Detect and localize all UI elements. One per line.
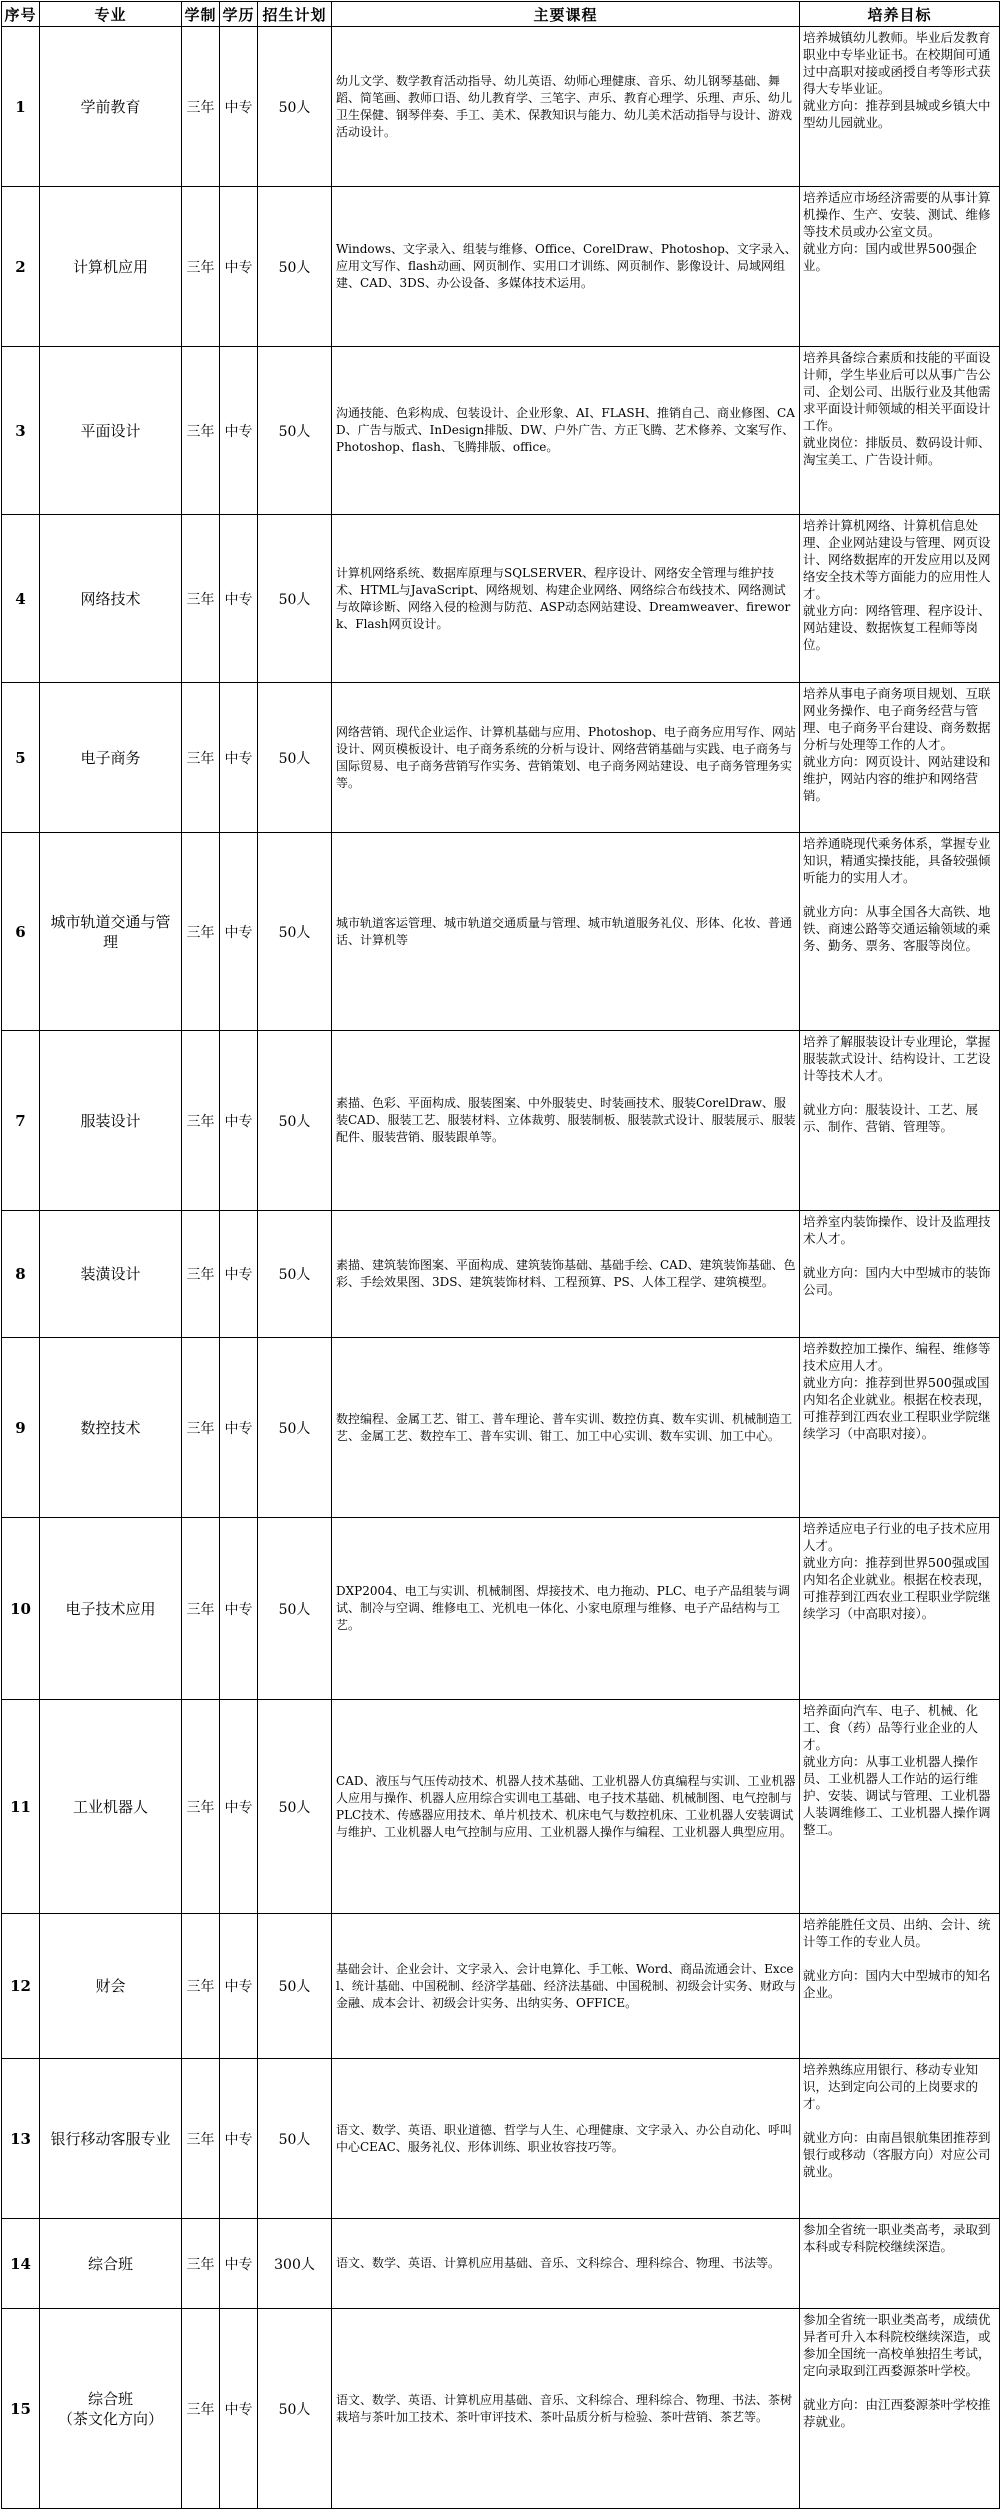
table-row [2, 187, 1000, 347]
education-level: 中专 [220, 27, 258, 187]
duration: 三年 [182, 1211, 220, 1338]
major-name-sub: （茶文化方向） [57, 2409, 163, 2428]
enrollment-plan: 50人 [258, 2059, 332, 2219]
duration: 三年 [182, 515, 220, 683]
enrollment-plan: 50人 [258, 1211, 332, 1338]
training-goal: 培养从事电子商务项目规划、互联网业务操作、电子商务经营与管理、电子商务平台建设、商务数据分析与处理等工作的人才。 就业方向：网页设计、网站建设和维护，网站内容的维护和网络营销。 [800, 683, 1000, 833]
duration: 三年 [182, 1914, 220, 2059]
enrollment-plan: 50人 [258, 1700, 332, 1914]
duration: 三年 [182, 27, 220, 187]
education-level: 中专 [220, 833, 258, 1031]
main-courses: DXP2004、电工与实训、机械制图、焊接技术、电力拖动、PLC、电子产品组装与调试、制冷与空调、维修电工、光机电一体化、小家电原理与维修、电子产品结构与工艺。 [332, 1518, 800, 1700]
training-goal: 培养通晓现代乘务体系，掌握专业知识，精通实操技能，具备较强倾听能力的实用人才。 就业方向：从事全国各大高铁、地铁、商速公路等交通运输领域的乘务、勤务、票务、客服等岗位。 [800, 833, 1000, 1031]
row-number: 11 [2, 1700, 40, 1914]
row-number: 14 [2, 2219, 40, 2309]
header-no: 序号 [2, 2, 40, 27]
major-name: 数控技术 [40, 1338, 182, 1518]
table-row [2, 1338, 1000, 1518]
training-goal: 培养了解服装设计专业理论，掌握服装款式设计、结构设计、工艺设计等技术人才。 就业方向：服装设计、工艺、展示、制作、营销、管理等。 [800, 1031, 1000, 1211]
major-name: 装潢设计 [40, 1211, 182, 1338]
education-level: 中专 [220, 2219, 258, 2309]
row-number: 10 [2, 1518, 40, 1700]
duration: 三年 [182, 833, 220, 1031]
enrollment-plan: 50人 [258, 1338, 332, 1518]
training-goal: 参加全省统一职业类高考，成绩优异者可升入本科院校继续深造，或参加全国统一高校单独招生考试，定向录取到江西婺源茶叶学校。 就业方向：由江西婺源茶叶学校推荐就业。 [800, 2309, 1000, 2509]
table-row [2, 1211, 1000, 1338]
header-goal: 培养目标 [800, 2, 1000, 27]
row-number: 6 [2, 833, 40, 1031]
education-level: 中专 [220, 2309, 258, 2509]
education-level: 中专 [220, 1031, 258, 1211]
main-courses: 语文、数学、英语、计算机应用基础、音乐、文科综合、理科综合、物理、书法、茶树栽培与茶叶加工技术、茶叶审评技术、茶叶品质分析与检验、茶叶营销、茶艺等。 [332, 2309, 800, 2509]
enrollment-plan: 50人 [258, 27, 332, 187]
table-row [2, 2219, 1000, 2309]
main-courses: CAD、液压与气压传动技术、机器人技术基础、工业机器人仿真编程与实训、工业机器人应用与操作、机器人应用综合实训电工基础、电子技术基础、机械制图、电气控制与PLC技术、传感器应用技术、单片机技术、机床电气与数控机床、工业机器人安装调试与维护、工业机器人电气控制与应用、工业机器人操作与编程、工业机器人典型应用。 [332, 1700, 800, 1914]
table-row [2, 1518, 1000, 1700]
table-row [2, 347, 1000, 515]
header-major: 专业 [40, 2, 182, 27]
enrollment-plan: 50人 [258, 515, 332, 683]
major-name-main: 综合班 [87, 2389, 133, 2408]
duration: 三年 [182, 187, 220, 347]
header-education: 学历 [220, 2, 258, 27]
training-goal: 培养能胜任文员、出纳、会计、统计等工作的专业人员。 就业方向：国内大中型城市的知名企业。 [800, 1914, 1000, 2059]
row-number: 9 [2, 1338, 40, 1518]
major-name: 网络技术 [40, 515, 182, 683]
major-name: 电子技术应用 [40, 1518, 182, 1700]
major-name: 城市轨道交通与管理 [40, 833, 182, 1031]
header-plan: 招生计划 [258, 2, 332, 27]
main-courses: 语文、数学、英语、职业道德、哲学与人生、心理健康、文字录入、办公自动化、呼叫中心CEAC、服务礼仪、形体训练、职业妆容技巧等。 [332, 2059, 800, 2219]
duration: 三年 [182, 2059, 220, 2219]
major-name: 电子商务 [40, 683, 182, 833]
main-courses: 网络营销、现代企业运作、计算机基础与应用、Photoshop、电子商务应用写作、网站设计、网页模板设计、电子商务系统的分析与设计、网络营销基础与实践、电子商务与国际贸易、电子商务营销写作实务、营销策划、电子商务网站建设、电子商务管理务实等。 [332, 683, 800, 833]
training-goal: 培养适应市场经济需要的从事计算机操作、生产、安装、测试、维修等技术员或办公室文员。 就业方向：国内或世界500强企业。 [800, 187, 1000, 347]
table-row [2, 515, 1000, 683]
row-number: 8 [2, 1211, 40, 1338]
header-row [2, 2, 1000, 27]
enrollment-plan: 50人 [258, 1914, 332, 2059]
major-name: 计算机应用 [40, 187, 182, 347]
training-goal: 培养具备综合素质和技能的平面设计师，学生毕业后可以从事广告公司、企划公司、出版行业及其他需求平面设计师领域的相关平面设计工作。 就业岗位：排版员、数码设计师、淘宝美工、广告设计师。 [800, 347, 1000, 515]
main-courses: 语文、数学、英语、计算机应用基础、音乐、文科综合、理科综合、物理、书法等。 [332, 2219, 800, 2309]
row-number: 5 [2, 683, 40, 833]
major-name: 综合班 [40, 2219, 182, 2309]
enrollment-plan: 300人 [258, 2219, 332, 2309]
duration: 三年 [182, 2309, 220, 2509]
row-number: 2 [2, 187, 40, 347]
education-level: 中专 [220, 1518, 258, 1700]
education-level: 中专 [220, 1914, 258, 2059]
education-level: 中专 [220, 1700, 258, 1914]
training-goal: 培养计算机网络、计算机信息处理、企业网站建设与管理、网页设计、网络数据库的开发应用以及网络安全技术等方面能力的应用性人才。 就业方向：网络管理、程序设计、网站建设、数据恢复工程师等岗位。 [800, 515, 1000, 683]
main-courses: Windows、文字录入、组装与维修、Office、CorelDraw、Photoshop、文字录入、应用文写作、flash动画、网页制作、实用口才训练、网页制作、影像设计、局域网组建、CAD、3DS、办公设备、多媒体技术运用。 [332, 187, 800, 347]
education-level: 中专 [220, 515, 258, 683]
main-courses: 数控编程、金属工艺、钳工、普车理论、普车实训、数控仿真、数车实训、机械制造工艺、金属工艺、数控车工、普车实训、钳工、加工中心实训、数车实训、加工中心。 [332, 1338, 800, 1518]
enrollment-plan: 50人 [258, 1031, 332, 1211]
education-level: 中专 [220, 1338, 258, 1518]
training-goal: 培养熟练应用银行、移动专业知识，达到定向公司的上岗要求的才。 就业方向：由南昌银航集团推荐到银行或移动（客服方向）对应公司就业。 [800, 2059, 1000, 2219]
duration: 三年 [182, 1031, 220, 1211]
major-name: 工业机器人 [40, 1700, 182, 1914]
major-name: 学前教育 [40, 27, 182, 187]
table-row [2, 2059, 1000, 2219]
table-row [2, 833, 1000, 1031]
training-goal: 培养适应电子行业的电子技术应用人才。 就业方向：推荐到世界500强或国内知名企业就业。根据在校表现，可推荐到江西农业工程职业学院继续学习（中高职对接）。 [800, 1518, 1000, 1700]
education-level: 中专 [220, 2059, 258, 2219]
major-name: 财会 [40, 1914, 182, 2059]
main-courses: 城市轨道客运管理、城市轨道交通质量与管理、城市轨道服务礼仪、形体、化妆、普通话、计算机等 [332, 833, 800, 1031]
training-goal: 参加全省统一职业类高考，录取到本科或专科院校继续深造。 [800, 2219, 1000, 2309]
duration: 三年 [182, 1518, 220, 1700]
enrollment-plan: 50人 [258, 2309, 332, 2509]
training-goal: 培养城镇幼儿教师。毕业后发教育职业中专毕业证书。在校期间可通过中高职对接或函授自考等形式获得大专毕业证。 就业方向：推荐到县城或乡镇大中型幼儿园就业。 [800, 27, 1000, 187]
training-goal: 培养数控加工操作、编程、维修等技术应用人才。 就业方向：推荐到世界500强或国内知名企业就业。根据在校表现，可推荐到江西农业工程职业学院继续学习（中高职对接）。 [800, 1338, 1000, 1518]
header-courses: 主要课程 [332, 2, 800, 27]
table-row [2, 2309, 1000, 2509]
duration: 三年 [182, 347, 220, 515]
major-name [40, 2309, 182, 2509]
enrollment-plan: 50人 [258, 683, 332, 833]
enrollment-table [1, 1, 1000, 2509]
duration: 三年 [182, 683, 220, 833]
main-courses: 基础会计、企业会计、文字录入、会计电算化、手工帐、Word、商品流通会计、Excel、统计基础、中国税制、经济学基础、经济法基础、中国税制、初级会计实务、财政与金融、成本会计、初级会计实务、出纳实务、OFFICE。 [332, 1914, 800, 2059]
duration: 三年 [182, 1700, 220, 1914]
education-level: 中专 [220, 347, 258, 515]
main-courses: 素描、色彩、平面构成、服装图案、中外服装史、时装画技术、服装CorelDraw、服装CAD、服装工艺、服装材料、立体裁剪、服装制板、服装款式设计、服装展示、服装配件、服装营销、服装跟单等。 [332, 1031, 800, 1211]
major-name: 服装设计 [40, 1031, 182, 1211]
table-row [2, 27, 1000, 187]
enrollment-plan: 50人 [258, 187, 332, 347]
major-name: 平面设计 [40, 347, 182, 515]
education-level: 中专 [220, 683, 258, 833]
row-number: 3 [2, 347, 40, 515]
training-goal: 培养面向汽车、电子、机械、化工、食（药）品等行业企业的人才。 就业方向：从事工业机器人操作员、工业机器人工作站的运行维护、安装、调试与管理、工业机器人装调维修工、工业机器人操作调整工。 [800, 1700, 1000, 1914]
education-level: 中专 [220, 1211, 258, 1338]
duration: 三年 [182, 2219, 220, 2309]
table-row [2, 683, 1000, 833]
training-goal: 培养室内装饰操作、设计及监理技术人才。 就业方向：国内大中型城市的装饰公司。 [800, 1211, 1000, 1338]
row-number: 13 [2, 2059, 40, 2219]
table-row [2, 1031, 1000, 1211]
row-number: 15 [2, 2309, 40, 2509]
enrollment-plan: 50人 [258, 833, 332, 1031]
education-level: 中专 [220, 187, 258, 347]
major-name: 银行移动客服专业 [40, 2059, 182, 2219]
enrollment-plan: 50人 [258, 347, 332, 515]
enrollment-plan: 50人 [258, 1518, 332, 1700]
main-courses: 幼儿文学、数学教育活动指导、幼儿英语、幼师心理健康、音乐、幼儿钢琴基础、舞蹈、简笔画、教师口语、幼儿教育学、三笔字、声乐、教育心理学、乐理、声乐、幼儿卫生保健、钢琴伴奏、手工、美术、保教知识与能力、幼儿美术活动指导与设计、游戏活动设计。 [332, 27, 800, 187]
row-number: 4 [2, 515, 40, 683]
table-row [2, 1914, 1000, 2059]
main-courses: 素描、建筑装饰图案、平面构成、建筑装饰基础、基础手绘、CAD、建筑装饰基础、色彩、手绘效果图、3DS、建筑装饰材料、工程预算、PS、人体工程学、建筑模型。 [332, 1211, 800, 1338]
row-number: 1 [2, 27, 40, 187]
row-number: 12 [2, 1914, 40, 2059]
main-courses: 沟通技能、色彩构成、包装设计、企业形象、AI、FLASH、推销自己、商业修图、CAD、广告与版式、InDesign排版、DW、户外广告、方正飞腾、艺术修养、文案写作、Photoshop、flash、飞腾排版、office。 [332, 347, 800, 515]
header-duration: 学制 [182, 2, 220, 27]
main-courses: 计算机网络系统、数据库原理与SQLSERVER、程序设计、网络安全管理与维护技术、HTML与JavaScript、网络规划、构建企业网络、网络综合布线技术、网络测试与故障诊断、网络入侵的检测与防范、ASP动态网站建设、Dreamweaver、firework、Flash网页设计。 [332, 515, 800, 683]
row-number: 7 [2, 1031, 40, 1211]
table-row [2, 1700, 1000, 1914]
duration: 三年 [182, 1338, 220, 1518]
